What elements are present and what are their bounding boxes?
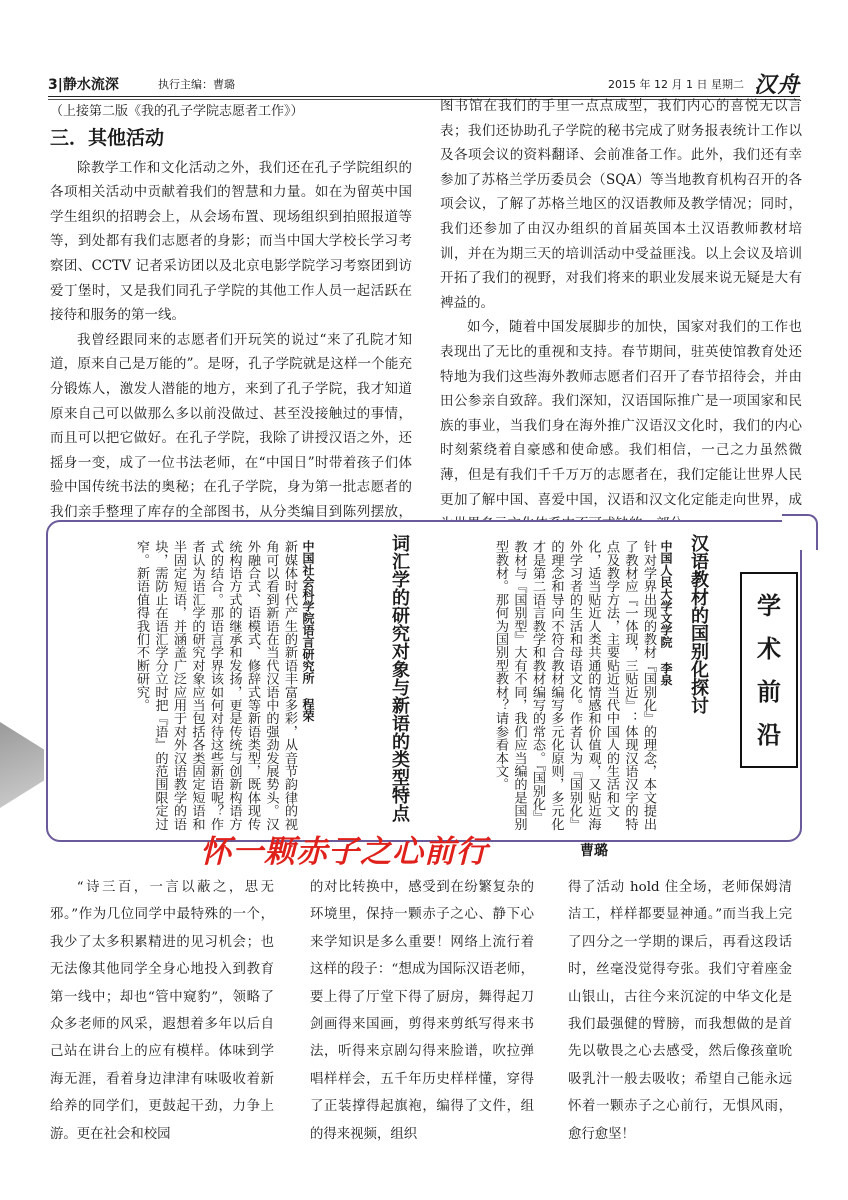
badge-char: 前 (757, 677, 781, 706)
essay-paragraph: 的对比转换中，感受到在纷繁复杂的环境里，保持一颗赤子之心、静下心来学知识是多么重要！网络上流行着这样的段子：“想成为国际汉语老师，要上得了厅堂下得了厨房，舞得起刀剑画得来国画，剪得来剪纸写得来书法，听得来京剧勾得来脸谱，吹拉弹唱样样会，五千年历史样样懂，穿得了正装撑得起旗袍，编得了文件，组的得来视频，组织 (310, 880, 534, 1142)
academic-frontier-badge (740, 572, 798, 768)
frontier-article1-affiliation: 中国人民大学文学院 李泉 (659, 540, 673, 686)
essay-column-3 (568, 874, 792, 1148)
issue-date: 2015 年 12 月 1 日 星期二 (608, 78, 744, 91)
frontier-article2-title: 词汇学的研究对象与新语的类型特点 (389, 534, 410, 822)
article-right-column (440, 94, 802, 537)
frontier-article1-body: 针对学界出现的教材『国别化』的理念，本文提出了教材应『一体现，三贴近』：体现汉语汉字的特点及教学方法，主要贴近当代中国人的生活和文化，适当贴近人类共通的情感和价值观，又贴近海外学习者的生活和母语文化。作者认为『国别化』的理念和导向不符合教材编写多元化原则，多元化才是第二语言教学和教材编写的常态。『国别化』教材与『国别型』大有不同，我们应当编的是国别型教材。那何为国别型教材？请参看本文。 (493, 540, 656, 831)
page-header (48, 70, 800, 96)
editor-credit: 执行主编：曹璐 (158, 78, 235, 91)
section-title: 三．其他活动 (50, 127, 165, 149)
essay-title: 怀一颗赤子之心前行 (200, 834, 488, 870)
article-paragraph: 如今，随着中国发展脚步的加快，国家对我们的工作也表现出了无比的重视和支持。春节期间，驻英使馆教育处还特地为我们这些海外教师志愿者们召开了春节招待会，并由田公参亲自致辞。我们深知，汉语国际推广是一项国家和民族的事业，当我们身在海外推广汉语汉文化时，我们的内心时刻萦绕着自豪感和使命感。我们相信，一己之力虽然微薄，但是有我们千千万万的志愿者在，我们定能让世界人民更加了解中国、喜爱中国，汉语和汉文化定能走向世界，成 (440, 319, 802, 508)
decorative-gray-shape (0, 722, 44, 808)
badge-char: 沿 (757, 720, 781, 749)
frontier-article1-title: 汉语教材的国别化探讨 (688, 534, 709, 714)
article-paragraph: 我曾经跟同来的志愿者们开玩笑的说过“来了孔院才知道，原来自己是万能的”。是呀，孔子学院就是这样一个能充分锻炼人，激发人潜能的地方，来到了孔子学院，我才知道原来自己可以做那么多以前没做过、甚至没接触过的事情，而且可以把它做好。在孔子学院，我除了讲授汉语之外，还摇身一变，成了一位书法老师，在“中国日”时带着孩子们体验中国传统书法的奥秘；在孔子学院，身为第一批志愿者的我们亲手整理了库存的全部图书，从分类编目到陈列摆放， (50, 331, 412, 520)
frontier-article2-affiliation: 中国社会科学院语言研究所 程荣 (301, 540, 315, 722)
badge-char: 学 (757, 591, 781, 620)
continued-note: （上接第二版《我的孔子学院志愿者工作》） (50, 104, 304, 119)
newspaper-logo: 汉舟 (753, 72, 800, 98)
essay-author: 曹璐 (580, 843, 608, 859)
article-paragraph: 除教学工作和文化活动之外，我们还在孔子学院组织的各项相关活动中贡献着我们的智慧和力量。如在为留英中国学生组织的招聘会上，从会场布置、现场组织到拍照报道等等，到处都有我们志愿者的身影；而当中国大学校长学习考察团、CCTV 记者采访团以及北京电影学院学习考察团到访爱丁堡时，又是我们同孔子学院的其他工作人员一起活跃在接待和服务的第一线。 (50, 159, 412, 324)
essay-column-1 (50, 874, 274, 1148)
essay-paragraph: “诗三百，一言以蔽之，思无邪。”作为几位同学中最特殊的一个，我少了太多积累精进的见习机会；也无法像其他同学全身心地投入到教育第一线中；却也“管中窥豹”，领略了众多老师的风采，遐想着多年以后自己站在讲台上的应有模样。体味到学海无涯，看着身边津津有味吸收着新给养的同学们，更鼓起干劲，力争上游。更在社会和校园 (50, 880, 274, 1142)
essay-column-2 (310, 874, 534, 1148)
box-corner-fold (782, 514, 818, 550)
badge-char: 术 (757, 634, 781, 663)
article-left-column (50, 102, 412, 549)
essay-paragraph: 得了活动 hold 住全场，老师保姆清洁工，样样都要显神通。”而当我上完了四分之一学期的课后，再看这段话时，丝毫没觉得夸张。我们守着座金山银山，古往今来沉淀的中华文化是我们最强健的臂膀，而我想做的是首先以敬畏之心去感受，然后像孩童吮吸乳汁一般去吸收；希望自己能永远怀着一颗赤子之心前行，无惧风雨，愈行愈坚！ (568, 880, 792, 1142)
article-paragraph: 图书馆在我们的手里一点点成型，我们内心的喜悦无以言表；我们还协助孔子学院的秘书完成了财务报表统计工作以及各项会议的资料翻译、会前准备工作。此外，我们还有幸参加了苏格兰学历委员会（SQA）等当地教育机构召开的各项会议，了解了苏格兰地区的汉语教师及教学情况；同时，我们还参加了由汉办组织的首届英国本土汉语教师教材培训，并在为期三天的培训活动中受益匪浅。以上会议及培训开拓了我们的视野，对我们将来的职业发展来说无疑是大有裨益的。 (440, 98, 802, 311)
page-section-label: 3|静水流深 (48, 77, 119, 93)
frontier-article2-body: 新媒体时代产生的新语丰富多彩，从音节韵律的视角可以看到新语在当代汉语中的强劲发展势头。汉外融合式、语模式、修辞式等新语类型，既体现传统构语方式的继承和发扬，更是传统与创新构语方式的结合。那语言学界该如何对待这些新语呢？作者认为语汇学的研究对象应当包括各类固定短语和半固定短语，并涵盖广泛应用于对外汉语教学的语块，需防止在语汇学分立时把『语』的范围限定过窄。新语值得我们不断研究。 (134, 540, 297, 831)
